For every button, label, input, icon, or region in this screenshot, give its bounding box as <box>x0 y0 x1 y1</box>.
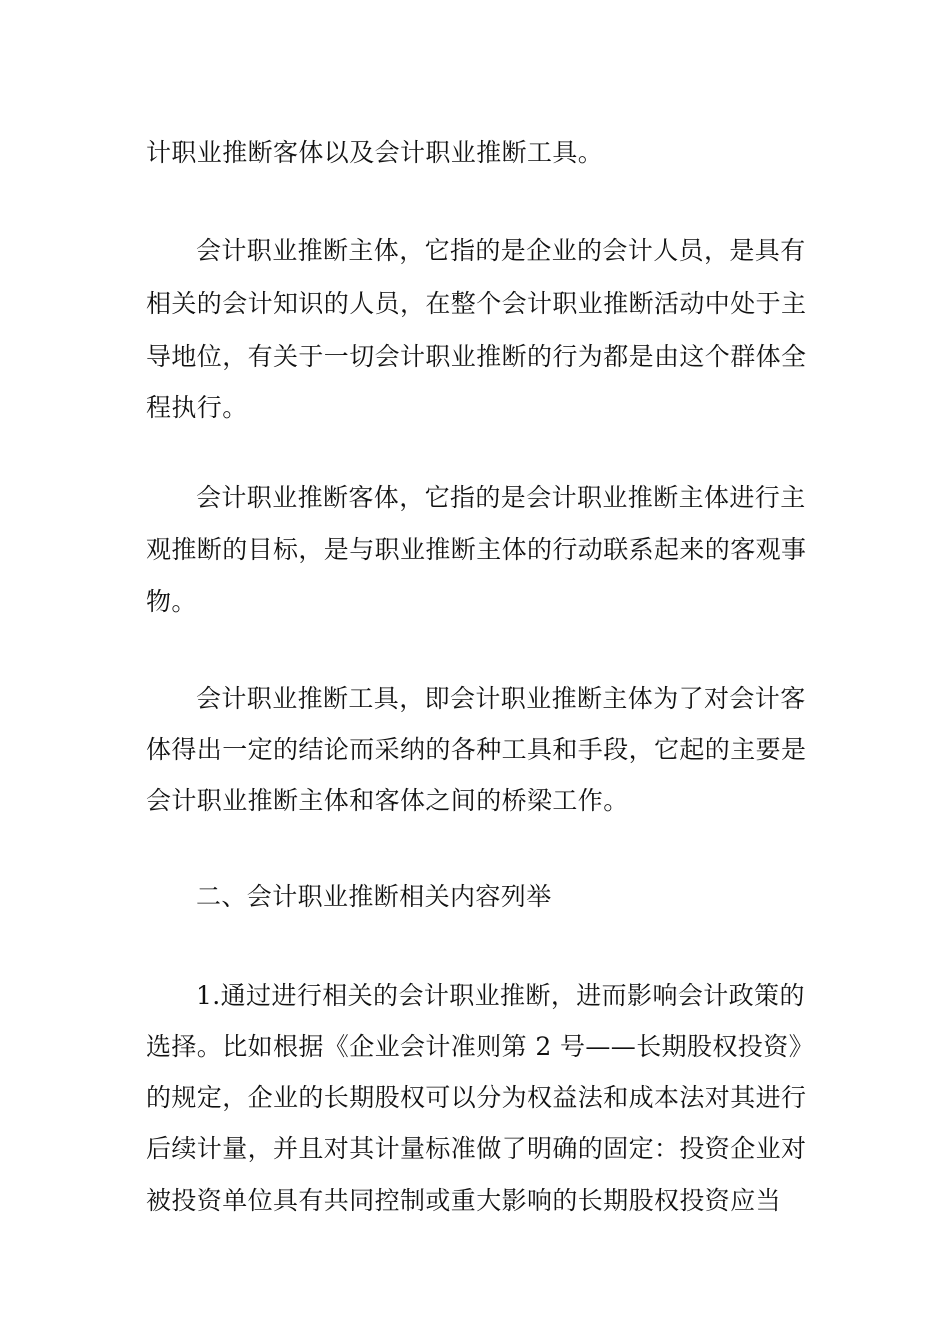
paragraph-4-line-5: 被投资单位具有共同控制或重大影响的长期股权投资应当 <box>146 1186 782 1215</box>
paragraph-4-line-4: 后续计量，并且对其计量标准做了明确的固定：投资企业对 <box>146 1134 807 1163</box>
paragraph-continuation-line: 计职业推断客体以及会计职业推断工具。 <box>146 138 604 167</box>
paragraph-1-line-4: 程执行。 <box>146 393 248 422</box>
paragraph-4-line-3: 的规定，企业的长期股权可以分为权益法和成本法对其进行 <box>146 1083 807 1112</box>
paragraph-1-line-1: 会计职业推断主体，它指的是企业的会计人员，是具有 <box>196 236 806 265</box>
paragraph-3-line-3: 会计职业推断主体和客体之间的桥梁工作。 <box>146 786 629 815</box>
paragraph-4-line-1: 1.通过进行相关的会计职业推断，进而影响会计政策的 <box>196 981 805 1010</box>
paragraph-3-line-2: 体得出一定的结论而采纳的各种工具和手段，它起的主要是 <box>146 735 807 764</box>
paragraph-4-line-2: 选择。比如根据《企业会计准则第 2 号——长期股权投资》 <box>146 1032 815 1061</box>
paragraph-1-line-3: 导地位，有关于一切会计职业推断的行为都是由这个群体全 <box>146 342 807 371</box>
paragraph-3-line-1: 会计职业推断工具，即会计职业推断主体为了对会计客 <box>196 684 806 713</box>
paragraph-2-line-2: 观推断的目标，是与职业推断主体的行动联系起来的客观事 <box>146 535 807 564</box>
paragraph-2-line-3: 物。 <box>146 587 197 616</box>
paragraph-2-line-1: 会计职业推断客体，它指的是会计职业推断主体进行主 <box>196 483 806 512</box>
paragraph-1-line-2: 相关的会计知识的人员，在整个会计职业推断活动中处于主 <box>146 289 807 318</box>
section-heading: 二、会计职业推断相关内容列举 <box>196 882 552 911</box>
